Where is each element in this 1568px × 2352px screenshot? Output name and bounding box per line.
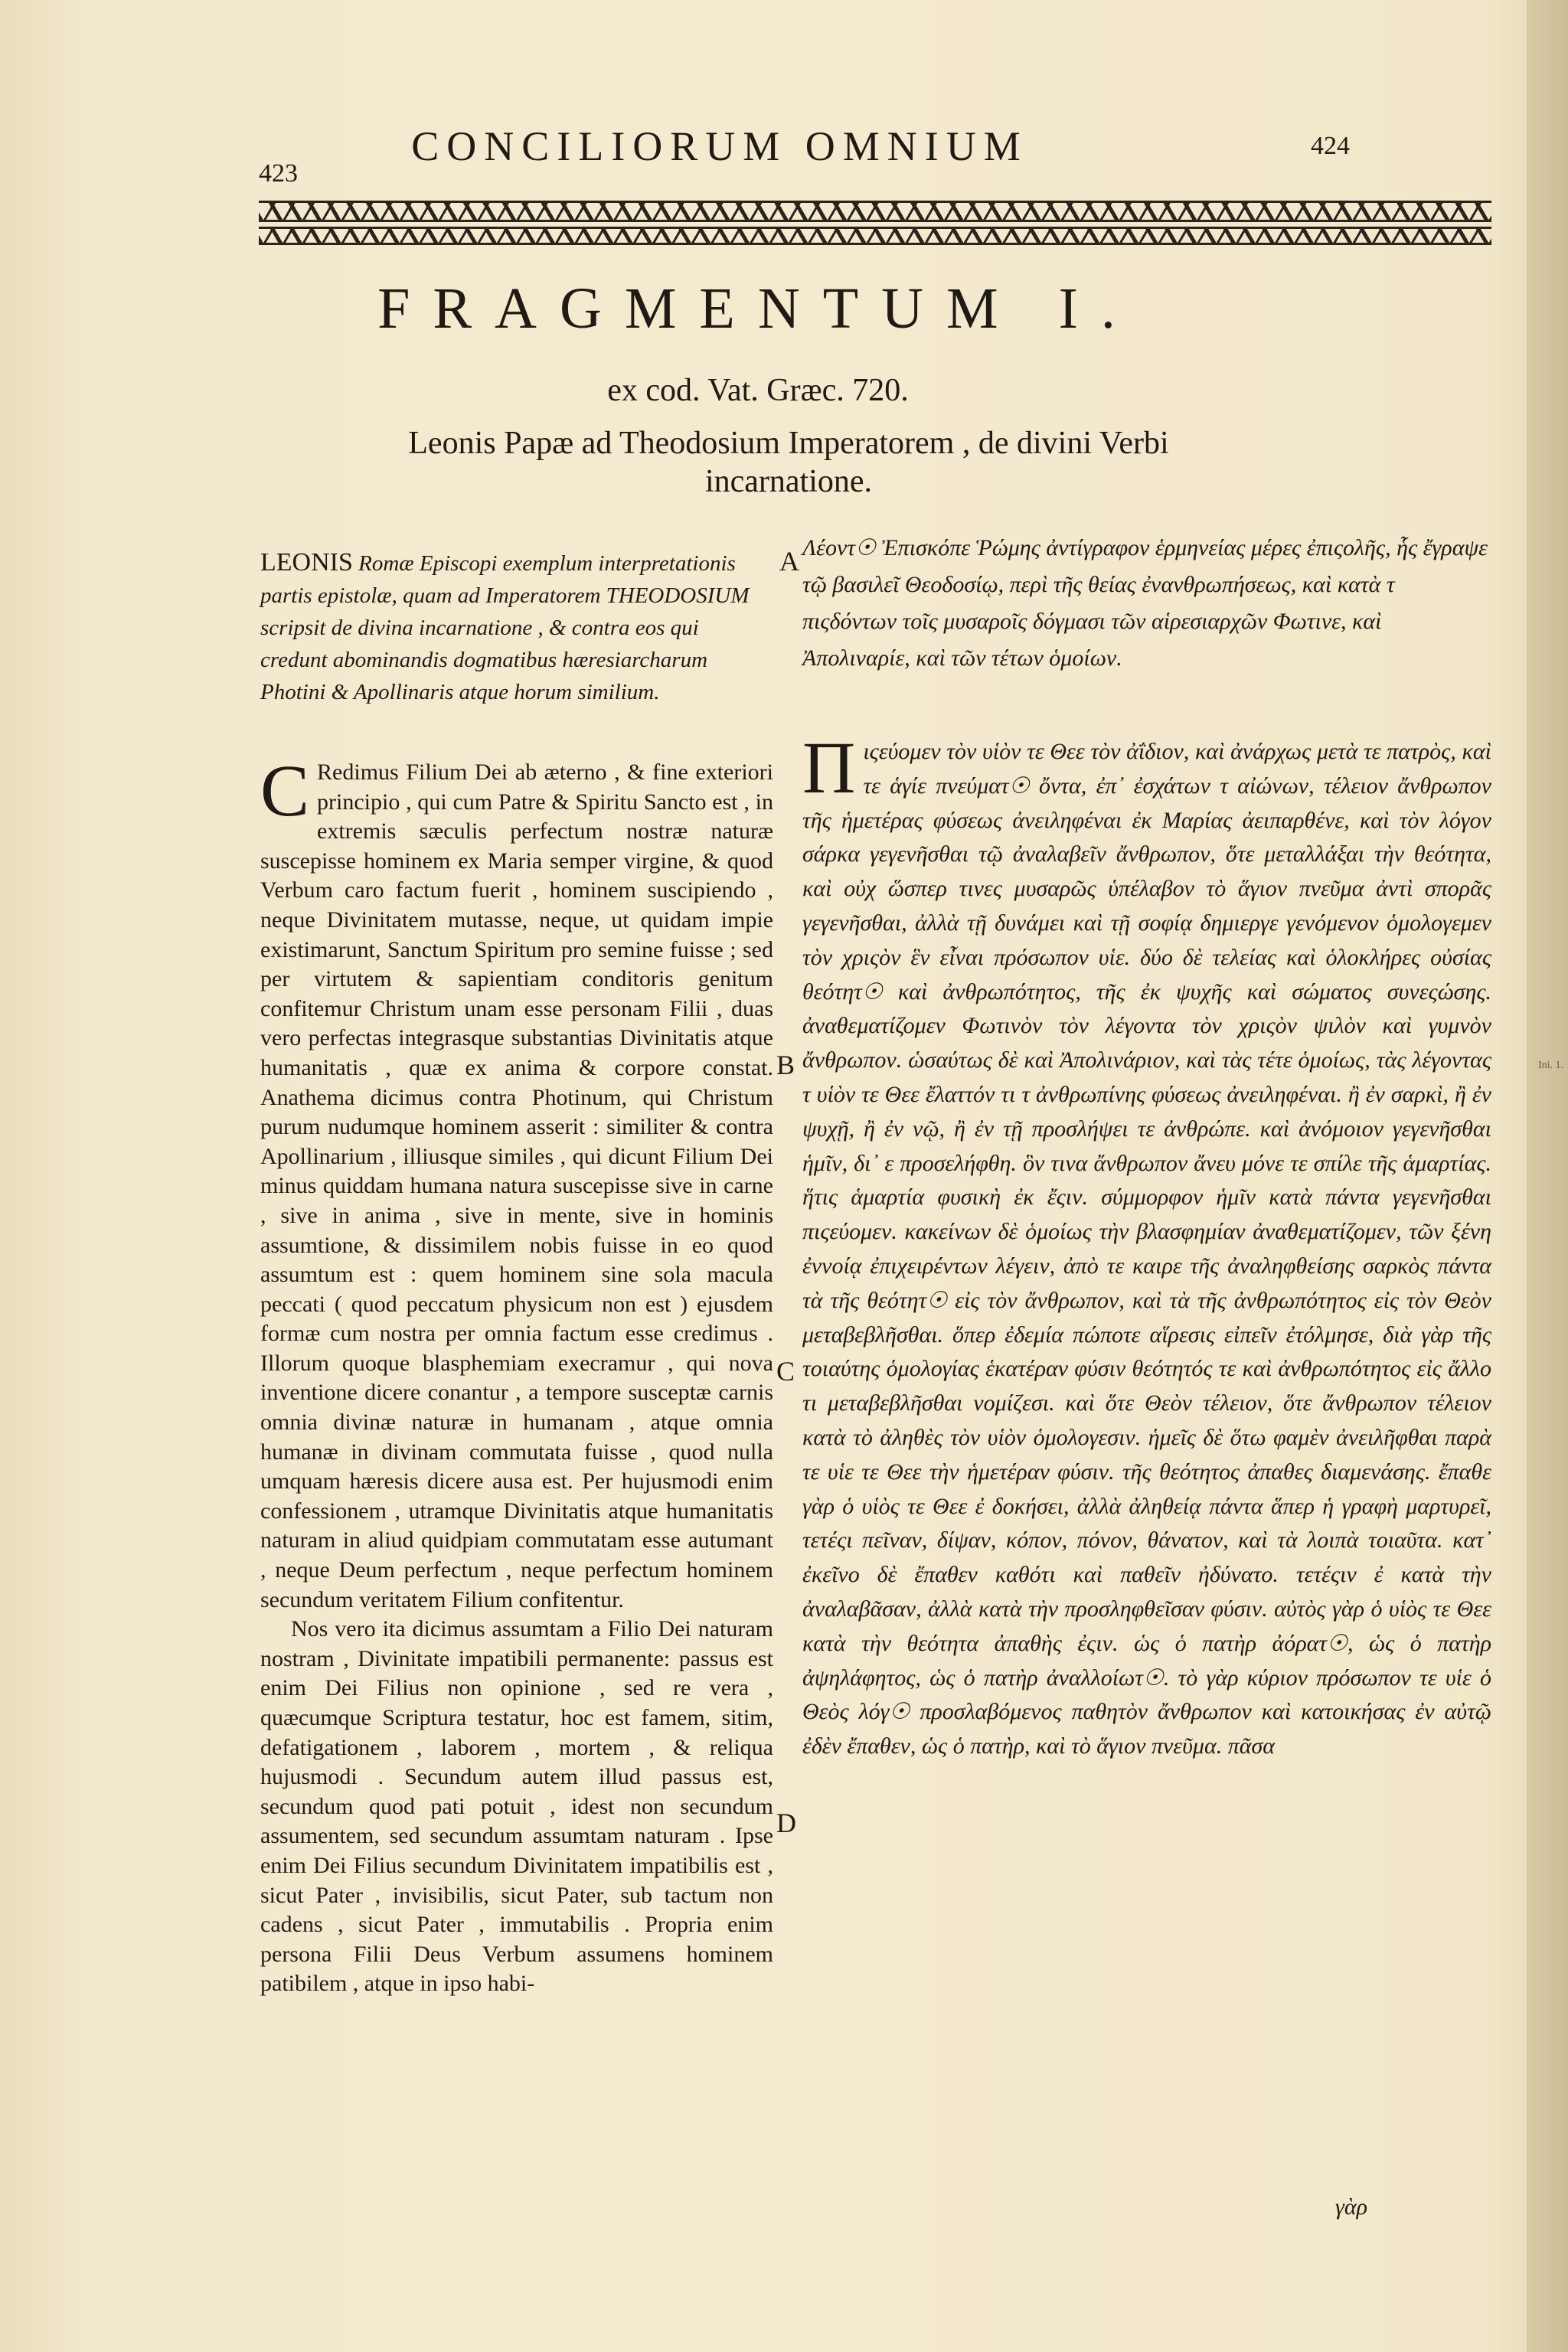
ornament-rule-top — [259, 201, 1491, 222]
greek-paragraph-1: ιςεύομεν τὸν υἱὸν τε Θεε τὸν ἀΐδιον, καὶ ἀνάρχως μετὰ τε πατρὸς, καὶ τε ἁγίε πνεύματ☉ ὄντα, ἐπ᾽ ἐσχάτων τ αἰώνων, τέλειον ἄνθρωπον τῆς ἡμετέρας φύσεως ἀνειληφέναι ἐκ Μαρίας ἀειπαρθένε, καὶ τὸν λόγον σάρκα γεγενῆσθαι τῷ ἀναλαβεῖν ἄνθρωπον, ὅτε μεταλλάξαι τὴν θεότητα, καὶ οὐχ ὥσπερ τινες μυσαρῶς ὑπέλαβον τὸ ἅγιον πνεῦμα ἀντὶ σπορᾶς γεγενῆσθαι, ἀλλὰ τῇ δυνάμει καὶ τῇ σοφίᾳ δημιεργε γενόμενον ὁμολογεμεν τὸν χριςὸν ἓν εἶναι πρόσωπον υἱε. δύο δὲ τελείας καὶ ὁλοκλήρες οὐσίας θεότητ☉ καὶ ἀνθρωπότητος, τῆς ἐκ ψυχῆς καὶ σώματος συνεςώσης. ἀναθεματίζομεν Φωτινὸν τὸν λέγοντα τὸν χριςὸν ψιλὸν καὶ γυμνὸν ἄνθρωπον. ὡσαύτως δὲ καὶ Ἀπολινάριον, καὶ τὰς τέτε ὁμοίως, τὰς λέγοντας τ υἱὸν τε Θεε ἔλαττόν τι τ ἀνθρωπίνης φύσεως ἀνειληφέναι. ἢ ἐν σαρκὶ, ἢ ἐν ψυχῇ, ἢ ἐν νῷ, ἢ ἐν τῇ προσλήψει τε ἀνθρώπε. καὶ ἀνόμοιον γεγενῆσθαι ἡμῖν, δι᾽ ε προσελήφθη. ὃν τινα ἄνθρωπον ἄνευ μόνε τε σπίλε τῆς ἁμαρτίας. ἥτις ἁμαρτία φυσικὴ ἐκ ἔςιν. σύμμορφον ἡμῖν κατὰ πάντα γεγενῆσθαι πιςεύομεν. κακείνων δὲ ὁμοίως τὴν βλασφημίαν ἀναθεματίζομεν, τῶν ξένη ἐννοίᾳ ἐπιχειρέντων λέγειν, ἀπὸ τε καιρε τῆς ἀναληφθείσης σαρκὸς πάντα τὰ τῆς θεότητ☉ εἰς τὸν ἄνθρωπον, καὶ τὰ τῆς ἀνθρωπότητος εἰς τὸν Θεὸν μεταβεβλῆσθαι. ὅπερ ἐδεμία πώποτε αἵρεσις εἰπεῖν ἐτόλμησε, διὰ γὰρ τῆς τοιαύτης ὁμολογίας ἑκατέραν φύσιν θεότητός τε καὶ ἀνθρωπότητος εἰς ἄλλο τι μεταβεβλῆσθαι νομίζεσι. καὶ ὅτε Θεὸν τέλειον, ὅτε ἄνθρωπον τέλειον κατὰ τὸ ἀληθὲς τὸν υἱὸν ὁμολογεσιν. ἡμεῖς δὲ ὅτω φαμὲν ἀνειλῆφθαι παρὰ τε υἱε τε Θεε τὴν ἡμετέραν φύσιν. τῆς θεότητος ἀπαθες διαμενάσης. ἔπαθε γὰρ ὁ υἱὸς τε Θεε ἐ δοκήσει, ἀλλὰ ἀληθείᾳ πάντα ἅπερ ἡ γραφὴ μαρτυρεῖ, τετέςι πεῖναν, δίψαν, κόπον, πόνον, θάνατον, καὶ τὰ λοιπὰ τοιαῦτα. κατ᾽ ἐκεῖνο δὲ ἔπαθεν καθότι καὶ παθεῖν ἠδύνατο. τετέςιν ἐ κατὰ τὴν ἀναλαβᾶσαν, ἀλλὰ κατὰ τὴν προσληφθεῖσαν φύσιν. αὐτὸς γὰρ ὁ υἱὸς τε Θεε κατὰ τὴν θεότητα ἀπαθὴς ἐςιν. ὡς ὁ πατὴρ ἀόρατ☉, ὡς ὁ πατὴρ ἀψηλάφητος, ὡς ὁ πατὴρ ἀναλλοίωτ☉. τὸ γὰρ κύριον πρόσωπον τε υἱε ὁ Θεὸς λόγ☉ προσλαβόμενος παθητὸν ἄνθρωπον καὶ κατοικήσας ἐν αὐτῷ ἐδὲν ἔπαθεν, ὡς ὁ πατὴρ, καὶ τὸ ἅγιον πνεῦμα. πᾶσα — [802, 739, 1491, 1759]
greek-column — [802, 727, 1491, 1764]
section-mark-d: D — [776, 1808, 796, 1838]
source-line: ex cod. Vat. Græc. 720. — [607, 373, 909, 408]
section-mark-c: C — [776, 1356, 795, 1387]
subtitle: Leonis Papæ ad Theodosium Imperatorem , de divini Verbi incarnatione. — [408, 426, 1169, 499]
latin-dropcap: C — [260, 750, 310, 831]
latin-paragraph-2: Nos vero ita dicimus assumtam a Filio Dei naturam nostram , Divinitate impatibili permanente: passus est enim Dei Filius non opinione , sed re vera , quæcumque Scriptura testatur, hoc est famem, sitim, defatigationem , laborem , mortem , & reliqua hujusmodi . Secundum autem illud passus est, secundum quod pati potuit , idest non secundum assumentem, sed secundum assumtam naturam . Ipse enim Dei Filius secundum Divinitatem impatibilis est , sicut Pater , invisibilis, sicut Pater, sub tactum non cadens , sicut Pater , immutabilis . Propria enim persona Filii Deus Verbum assumens hominem patibilem , atque in ipso habi- — [260, 1616, 773, 1997]
latin-summary-text: Romæ Episcopi exemplum interpretationis partis epistolæ, quam ad Imperatorem THEODOSIUM scripsit de divina incarnatione , & contra eos qui credunt abominandis dogmatibus hæresiarcharum Photini & Apollinaris atque horum similium. — [260, 551, 750, 704]
greek-summary: Λέοντ☉ Ἐπισκόπε Ῥώμης ἀντίγραφον ἑρμηνείας μέρες ἐπιςολῆς, ἧς ἔγραψε τῷ βασιλεῖ Θεοδοσίῳ, περὶ τῆς θείας ἐνανθρωπήσεως, καὶ κατὰ τ πιςδόντων τοῖς μυσαροῖς δόγμασι τῶν αἱρεσιαρχῶν Φωτινε, καὶ Ἀπολιναρίε, καὶ τῶν τέτων ὁμοίων. — [802, 535, 1488, 671]
latin-paragraph-1: Redimus Filium Dei ab æterno , & fine exteriori principio , qui cum Patre & Spiritu Sancto est , in extremis sæculis perfectum nostræ naturæ suscepisse hominem ex Maria semper virgine, & quod Verbum caro factum fuerit , hominem suscipiendo , neque Divinitatem mutasse, neque, ut quidam impie existimarunt, Sanctum Spiritum pro semine fuisse ; sed per virtutem & sapientiam conditoris genitum confitemur Christum unam esse personam Filii , duas vero perfectas integrasque substantias Divinitatis atque humanitatis , quæ ex anima & corpore constat. Anathema dicimus contra Photinum, qui Christum purum nudumque hominem asserit : similiter & contra Apollinarium , illiusque similes , qui dicunt Filium Dei minus quiddam humana natura suscepisse sive in carne , sive in anima , sive in mente, sive in hominis assumtione, & dissimilem nobis fuisse in eo quod assumtum est : quem hominem sine sola macula peccati ( quod peccatum physicum non est ) ejusdem formæ cum nostra per omnia factum esse credimus . Illorum quoque blasphemiam execramur , qui nova inventione dicere conantur , a tempore susceptæ carnis omnia divinæ naturæ in humanam , atque omnia humanæ in divinam commutata fuisse , quod nulla umquam hæresis dicere ausa est. Per hujusmodi enim confessionem , utramque Divinitatis atque humanitatis naturam in aliud quidpiam commutatam esse autumant , neque Deum perfectum , neque perfectum hominem secundum veritatem Filium confitentur. — [260, 760, 773, 1612]
catchword: γὰρ — [1335, 2194, 1367, 2220]
latin-summary-lead: LEONIS — [260, 548, 353, 577]
page-number-left: 423 — [259, 159, 298, 188]
margin-note: Ini. 1. — [1537, 1060, 1563, 1071]
latin-column — [260, 750, 773, 1999]
greek-dropcap: Π — [802, 727, 856, 808]
page-fold-edge — [1527, 0, 1568, 2352]
fragment-title: FRAGMENTUM I. — [377, 276, 1138, 341]
latin-summary — [260, 547, 750, 708]
running-title: CONCILIORUM OMNIUM — [411, 123, 1028, 169]
section-mark-a: A — [779, 546, 799, 577]
ornament-rule-bottom — [259, 227, 1491, 245]
page-number-right: 424 — [1311, 132, 1350, 160]
section-mark-b: B — [776, 1050, 795, 1080]
